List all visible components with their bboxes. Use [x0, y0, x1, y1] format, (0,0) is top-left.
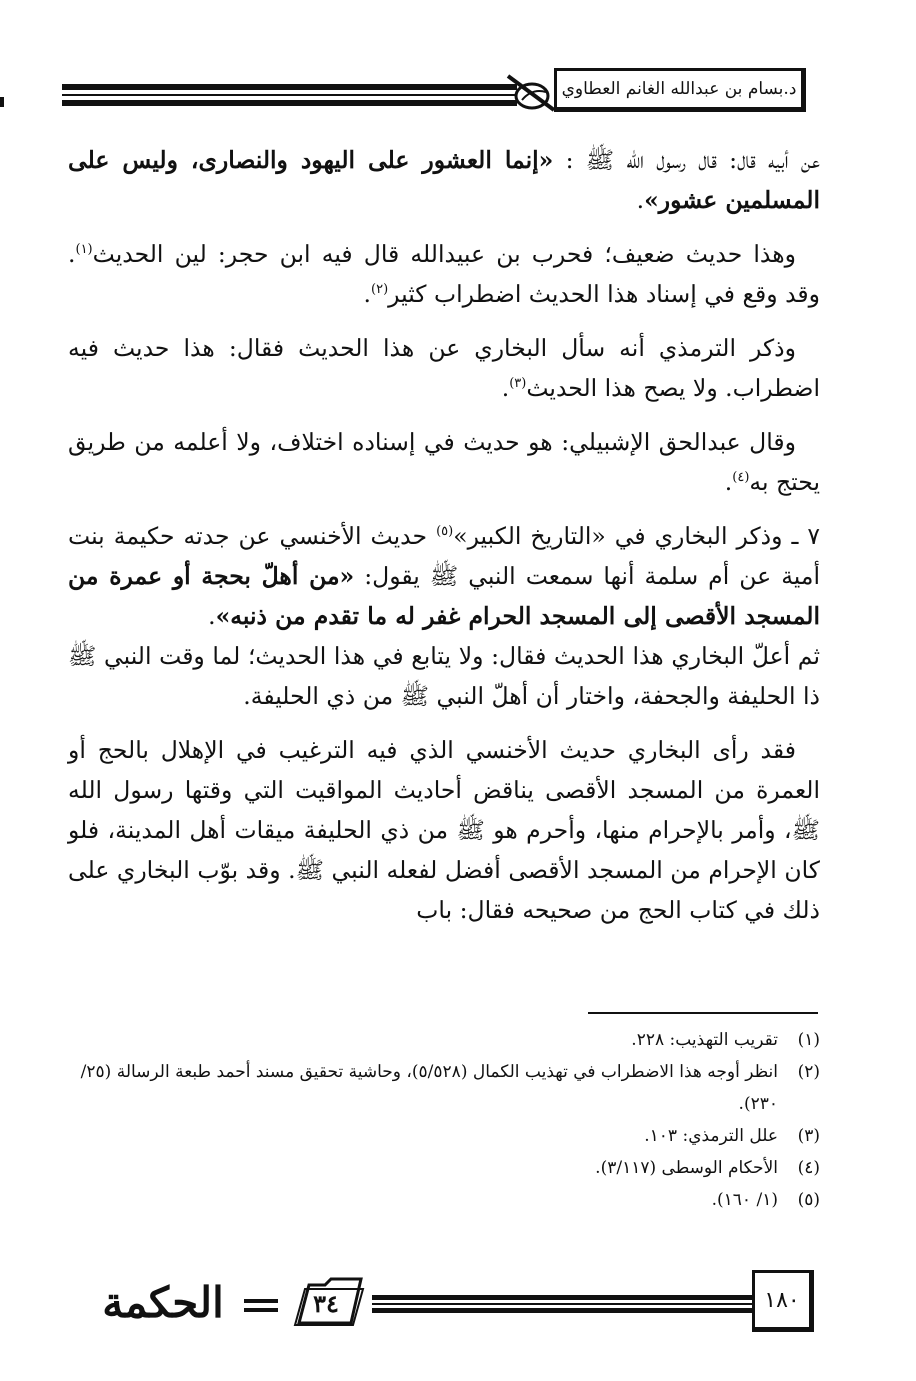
text-span: وهذا حديث ضعيف؛ فحرب بن عبيدالله قال فيه ابن حجر: لين الحديث [92, 240, 796, 268]
footnote [70, 1024, 820, 1056]
footnotes [70, 1024, 820, 1216]
text-span: حديث الأخنسي عن جدته حكيمة بنت أمية عن أم سلمة أنها سمعت النبي ﷺ يقول: [68, 522, 821, 590]
footnote-number: (٤) [797, 1158, 820, 1178]
page-header [62, 62, 822, 124]
footnote [70, 1184, 820, 1216]
footnote-text: الأحكام الوسطى (٣/١١٧). [595, 1158, 778, 1178]
text-span: . [724, 468, 733, 496]
footnote-ref[interactable]: (٤) [732, 470, 750, 486]
text-span: . [363, 280, 372, 308]
hadith-quote: «إنما العشور على اليهود والنصارى، وليس على المسلمين عشور» [68, 146, 820, 214]
text-span: . [636, 186, 645, 214]
paragraph: ثم أعلّ البخاري هذا الحديث فقال: ولا يتابع في هذا الحديث؛ لما وقت النبي ﷺ ذا الحليفة والجحفة، واختار أن أهلّ النبي ﷺ من ذي الحليفة. [68, 642, 820, 710]
footnote-text: انظر أوجه هذا الاضطراب في تهذيب الكمال (٥/٥٢٨)، وحاشية تحقيق مسند أحمد طبعة الرسالة (٢٥/ ٢٣٠). [80, 1062, 778, 1114]
margin-mark [0, 97, 4, 107]
issue-number: ٣٤ [313, 1289, 339, 1318]
pen-icon [502, 70, 560, 114]
text-span: . وقد وقع في إسناد هذا الحديث اضطراب كثير [68, 240, 820, 308]
paragraph [68, 422, 820, 502]
footnote-ref[interactable]: (١) [75, 242, 93, 258]
page-number: ١٨٠ [752, 1270, 814, 1332]
hadith-quote: «من أهلّ بحجة أو عمرة من المسجد الأقصى إلى المسجد الحرام غفر له ما تقدم من ذنبه» [68, 562, 820, 630]
paragraph: فقد رأى البخاري حديث الأخنسي الذي فيه الترغيب في الإهلال بالحج أو العمرة من المسجد الأقصى يناقض أحاديث المواقيت التي وقتها رسول الله ﷺ، وأمر بالإحرام منها، وأحرم هو ﷺ من ذي الحليفة ميقات أهل المدينة، فلو كان الإحرام من المسجد الأقصى أفضل لفعله النبي ﷺ. وقد بوّب البخاري على ذلك في كتاب الحج من صحيحه فقال: باب [68, 736, 820, 924]
paragraph [68, 328, 820, 408]
footnote-separator [588, 1012, 818, 1014]
text-span: ٧ ـ وذكر البخاري في «التاريخ الكبير» [453, 522, 820, 550]
text-span: . [501, 374, 510, 402]
text-span: وذكر الترمذي أنه سأل البخاري عن هذا الحديث فقال: هذا حديث فيه اضطراب. ولا يصح هذا الحديث [68, 334, 820, 402]
header-rule [62, 84, 517, 110]
paragraph [68, 516, 820, 636]
text-span: عن أبيه قال: قال رسول الله ﷺ : [553, 146, 820, 174]
footnote-ref[interactable]: (٣) [509, 376, 527, 392]
footnote-number: (١) [797, 1030, 820, 1050]
footnote [70, 1056, 820, 1120]
paragraph [68, 140, 820, 220]
footnote [70, 1152, 820, 1184]
text-span: . [208, 602, 216, 630]
text-span: وقال عبدالحق الإشبيلي: هو حديث في إسناده اختلاف، ولا أعلمه من طريق يحتج به [68, 428, 820, 496]
footer-divider [244, 1299, 278, 1313]
paragraph [68, 234, 820, 314]
author-label: د.بسام بن عبدالله الغانم العطاوي [554, 68, 806, 112]
magazine-logo: الحكمة [102, 1278, 224, 1327]
footnote-text: تقريب التهذيب: ٢٢٨. [631, 1030, 778, 1050]
footnote-number: (٥) [797, 1190, 820, 1210]
footnote-text: (١/ ١٦٠). [711, 1190, 778, 1210]
footnote-ref[interactable]: (٢) [371, 282, 389, 298]
page-footer [0, 1255, 916, 1355]
footnote [70, 1120, 820, 1152]
footnote-number: (٢) [797, 1062, 820, 1082]
footnote-number: (٣) [797, 1126, 820, 1146]
footer-rule [372, 1295, 752, 1315]
main-text [68, 140, 820, 944]
footnote-text: علل الترمذي: ١٠٣. [644, 1126, 778, 1146]
footnote-ref[interactable]: (٥) [436, 524, 454, 540]
